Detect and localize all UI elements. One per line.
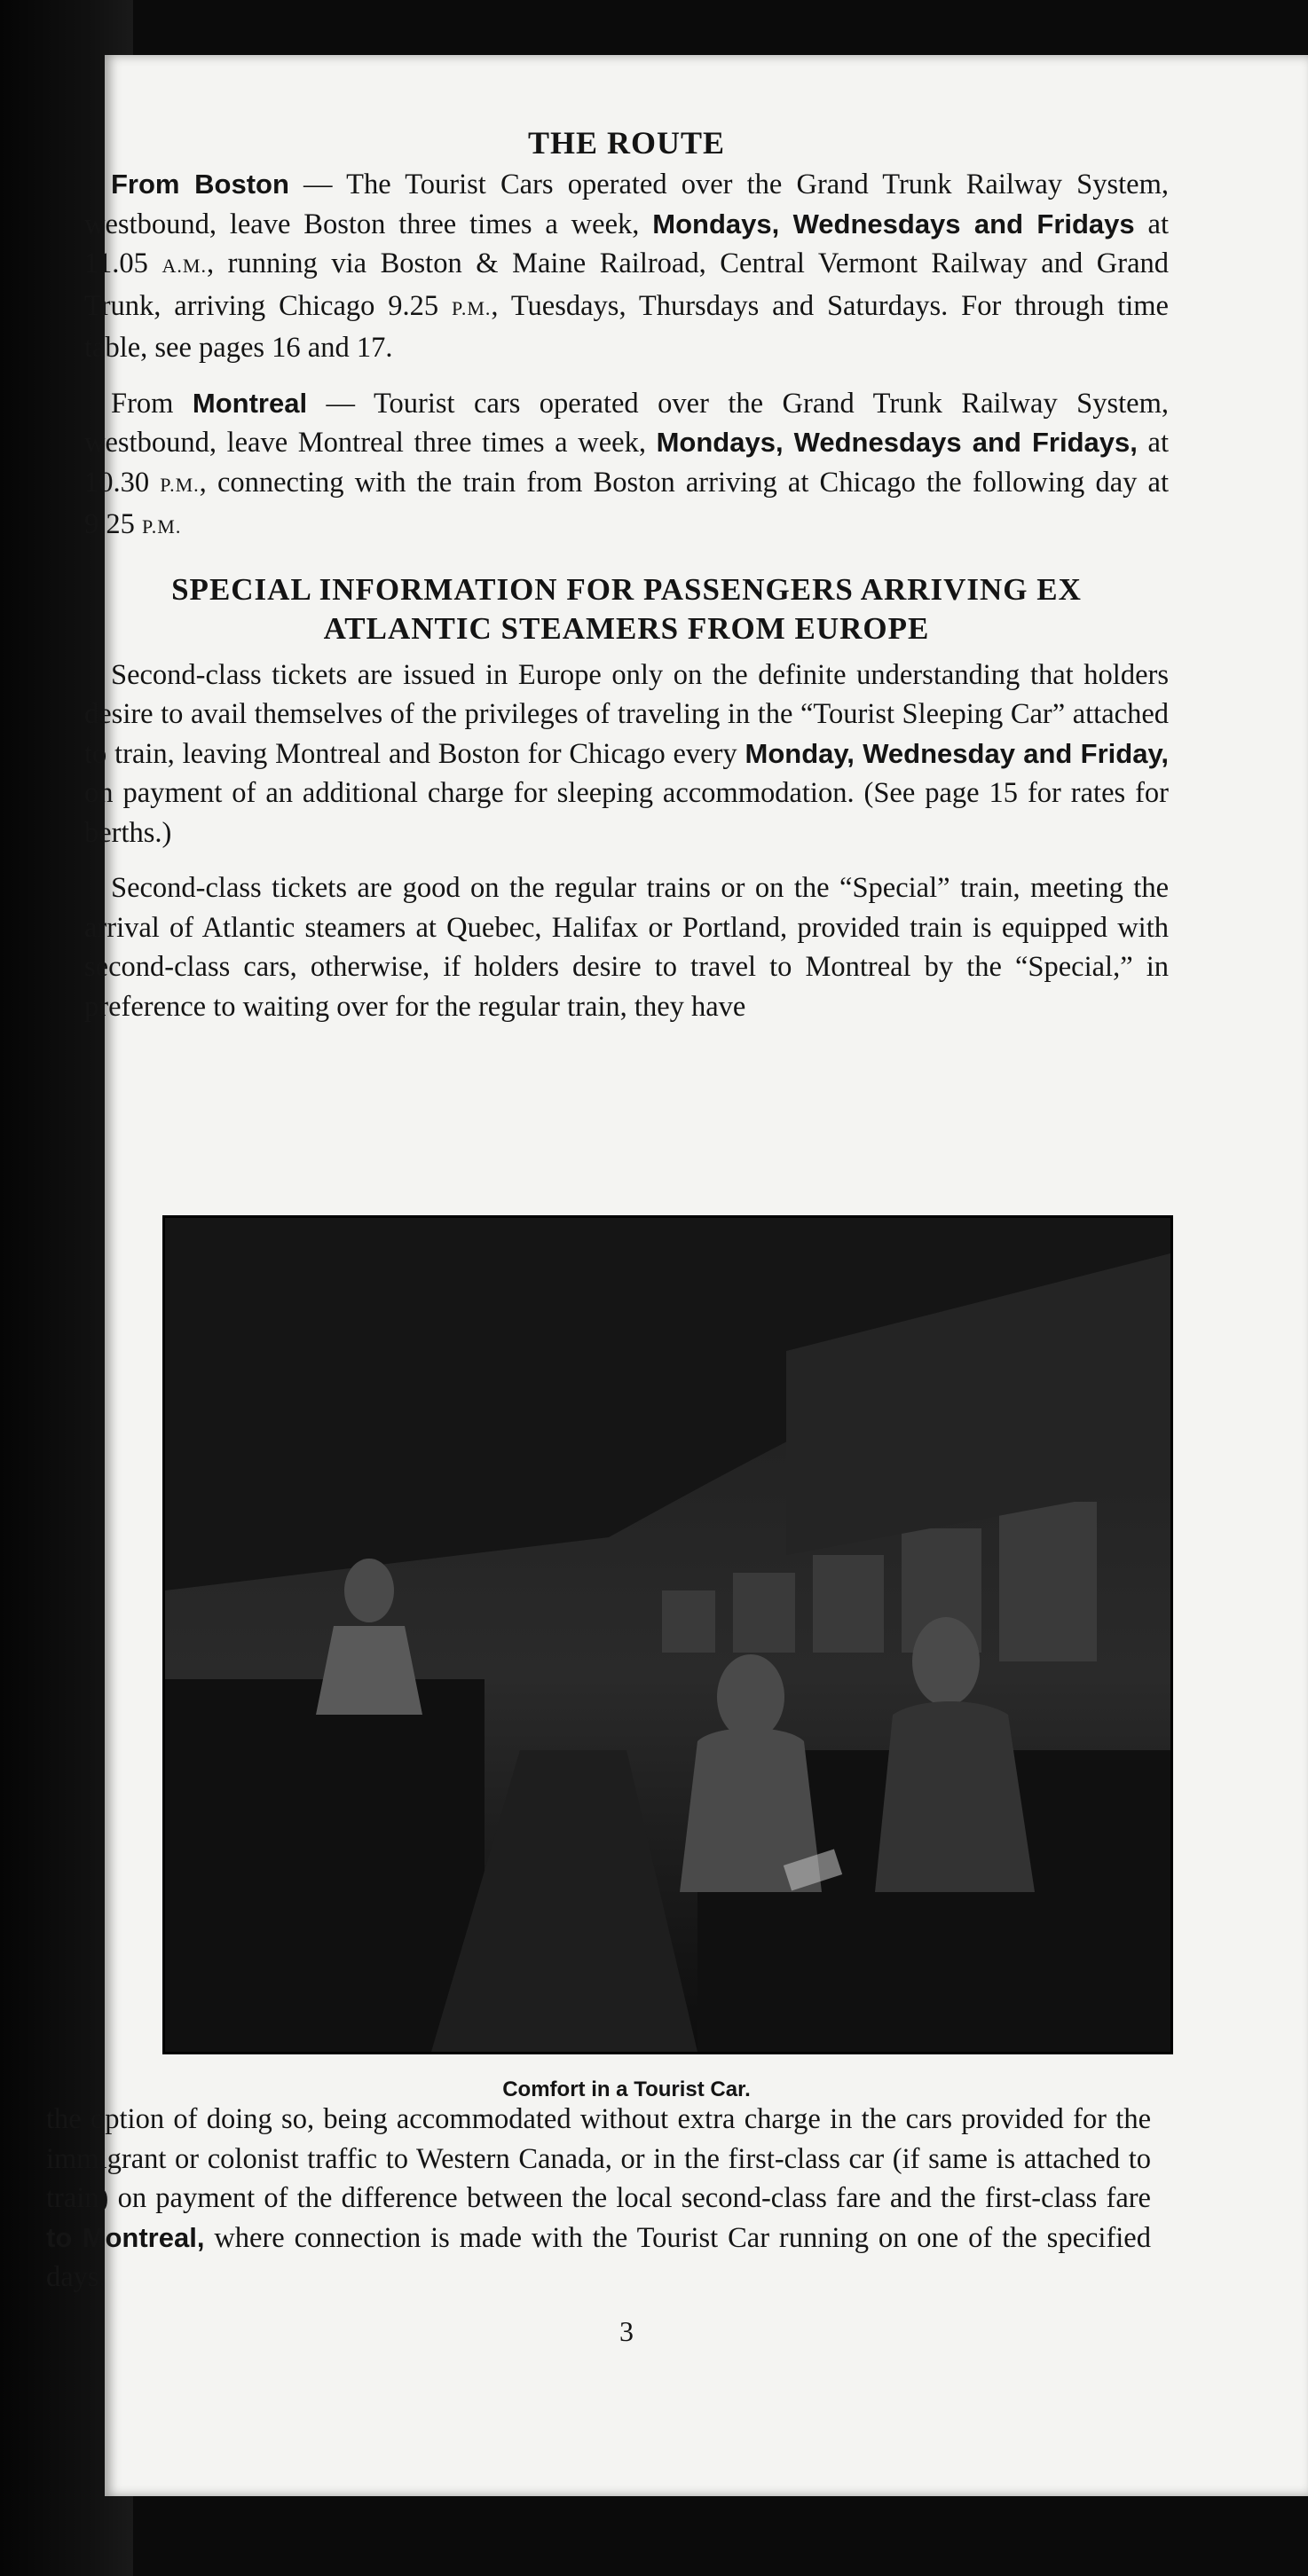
bold-days: Monday, Wednesday and Friday,: [745, 737, 1169, 769]
text-span: Second-class tickets are issued in Europe only on the definite understanding that holders desire to avail themselves of the privileges of traveling in the “Tourist Sleeping Car” attached to train, leaving Montreal and Boston for Chicago every: [84, 658, 1169, 770]
text-span: the option of doing so, being accommodated without extra charge in the cars provided for the immigrant or colonist traffic to Western Canada, or in the first-class car (if same is attached to train) on payment of the difference between the local second-class fare and the first-class fare: [46, 2103, 1151, 2214]
paragraph-boston: [84, 165, 1169, 368]
bold-days: Mondays, Wednesdays and Fridays: [652, 208, 1135, 240]
small-caps-am: A.M.: [162, 255, 207, 277]
text-span: — The Tourist Cars operated over the Grand Trunk Railway System, westbound, leave Boston three times a week,: [84, 169, 1170, 240]
small-caps-pm: P.M.: [142, 515, 182, 538]
page-body: [84, 124, 1169, 1026]
text-span: , running via Boston & Maine Railroad, Central Vermont Railway and Grand Trunk, arriving Chicago 9.25: [84, 247, 1170, 322]
paragraph-second-class-tickets: [84, 656, 1169, 853]
text-span: at 11.05: [84, 208, 1169, 279]
text-span: at 10.30: [84, 427, 1169, 499]
bold-to-montreal: to Montreal,: [46, 2221, 205, 2253]
text-span: where connection is made with the Tourist Car running on one of the specified days.: [46, 2221, 1151, 2293]
paragraph-montreal: [84, 384, 1169, 547]
text-span: — Tourist cars operated over the Grand Trunk Railway System, westbound, leave Montreal three times a week,: [84, 387, 1169, 459]
page-heading: THE ROUTE: [527, 125, 726, 161]
page-body-continued: [46, 2100, 1151, 2297]
text-span: on payment of an additional charge for sleeping accommodation. (See page 15 for rates for berths.): [84, 777, 1169, 849]
photo-illustration: [165, 1218, 1170, 2052]
bold-days: Mondays, Wednesdays and Fridays,: [656, 427, 1138, 458]
small-caps-pm: P.M.: [160, 473, 200, 496]
section-heading: SPECIAL INFORMATION FOR PASSENGERS ARRIVING EX ATLANTIC STEAMERS FROM EUROPE: [171, 571, 1082, 646]
small-caps-pm: P.M.: [452, 296, 492, 319]
text-span: , connecting with the train from Boston arriving at Chicago the following day at 9.25: [84, 466, 1169, 540]
bold-from-boston: From Boston: [111, 169, 289, 200]
photo-caption: Comfort in a Tourist Car.: [502, 2077, 751, 2101]
text-span: , Tuesdays, Thursdays and Saturdays. For through time table, see pages 16 and 17.: [84, 289, 1169, 364]
page-number: 3: [619, 2315, 634, 2347]
paragraph-regular-trains: Second-class tickets are good on the regular trains or on the “Special” train, meeting the arrival of Atlantic steamers at Quebec, Halifax or Portland, provided train is equipped with second-class cars, otherwise, if holders desire to travel to Montreal by the “Special,” in preference to waiting over for the regular train, they have: [84, 872, 1169, 1023]
tourist-car-photo: [162, 1215, 1173, 2054]
paragraph-continued: [46, 2100, 1151, 2297]
bold-montreal: Montreal: [192, 387, 308, 419]
text-span: From: [111, 387, 193, 420]
